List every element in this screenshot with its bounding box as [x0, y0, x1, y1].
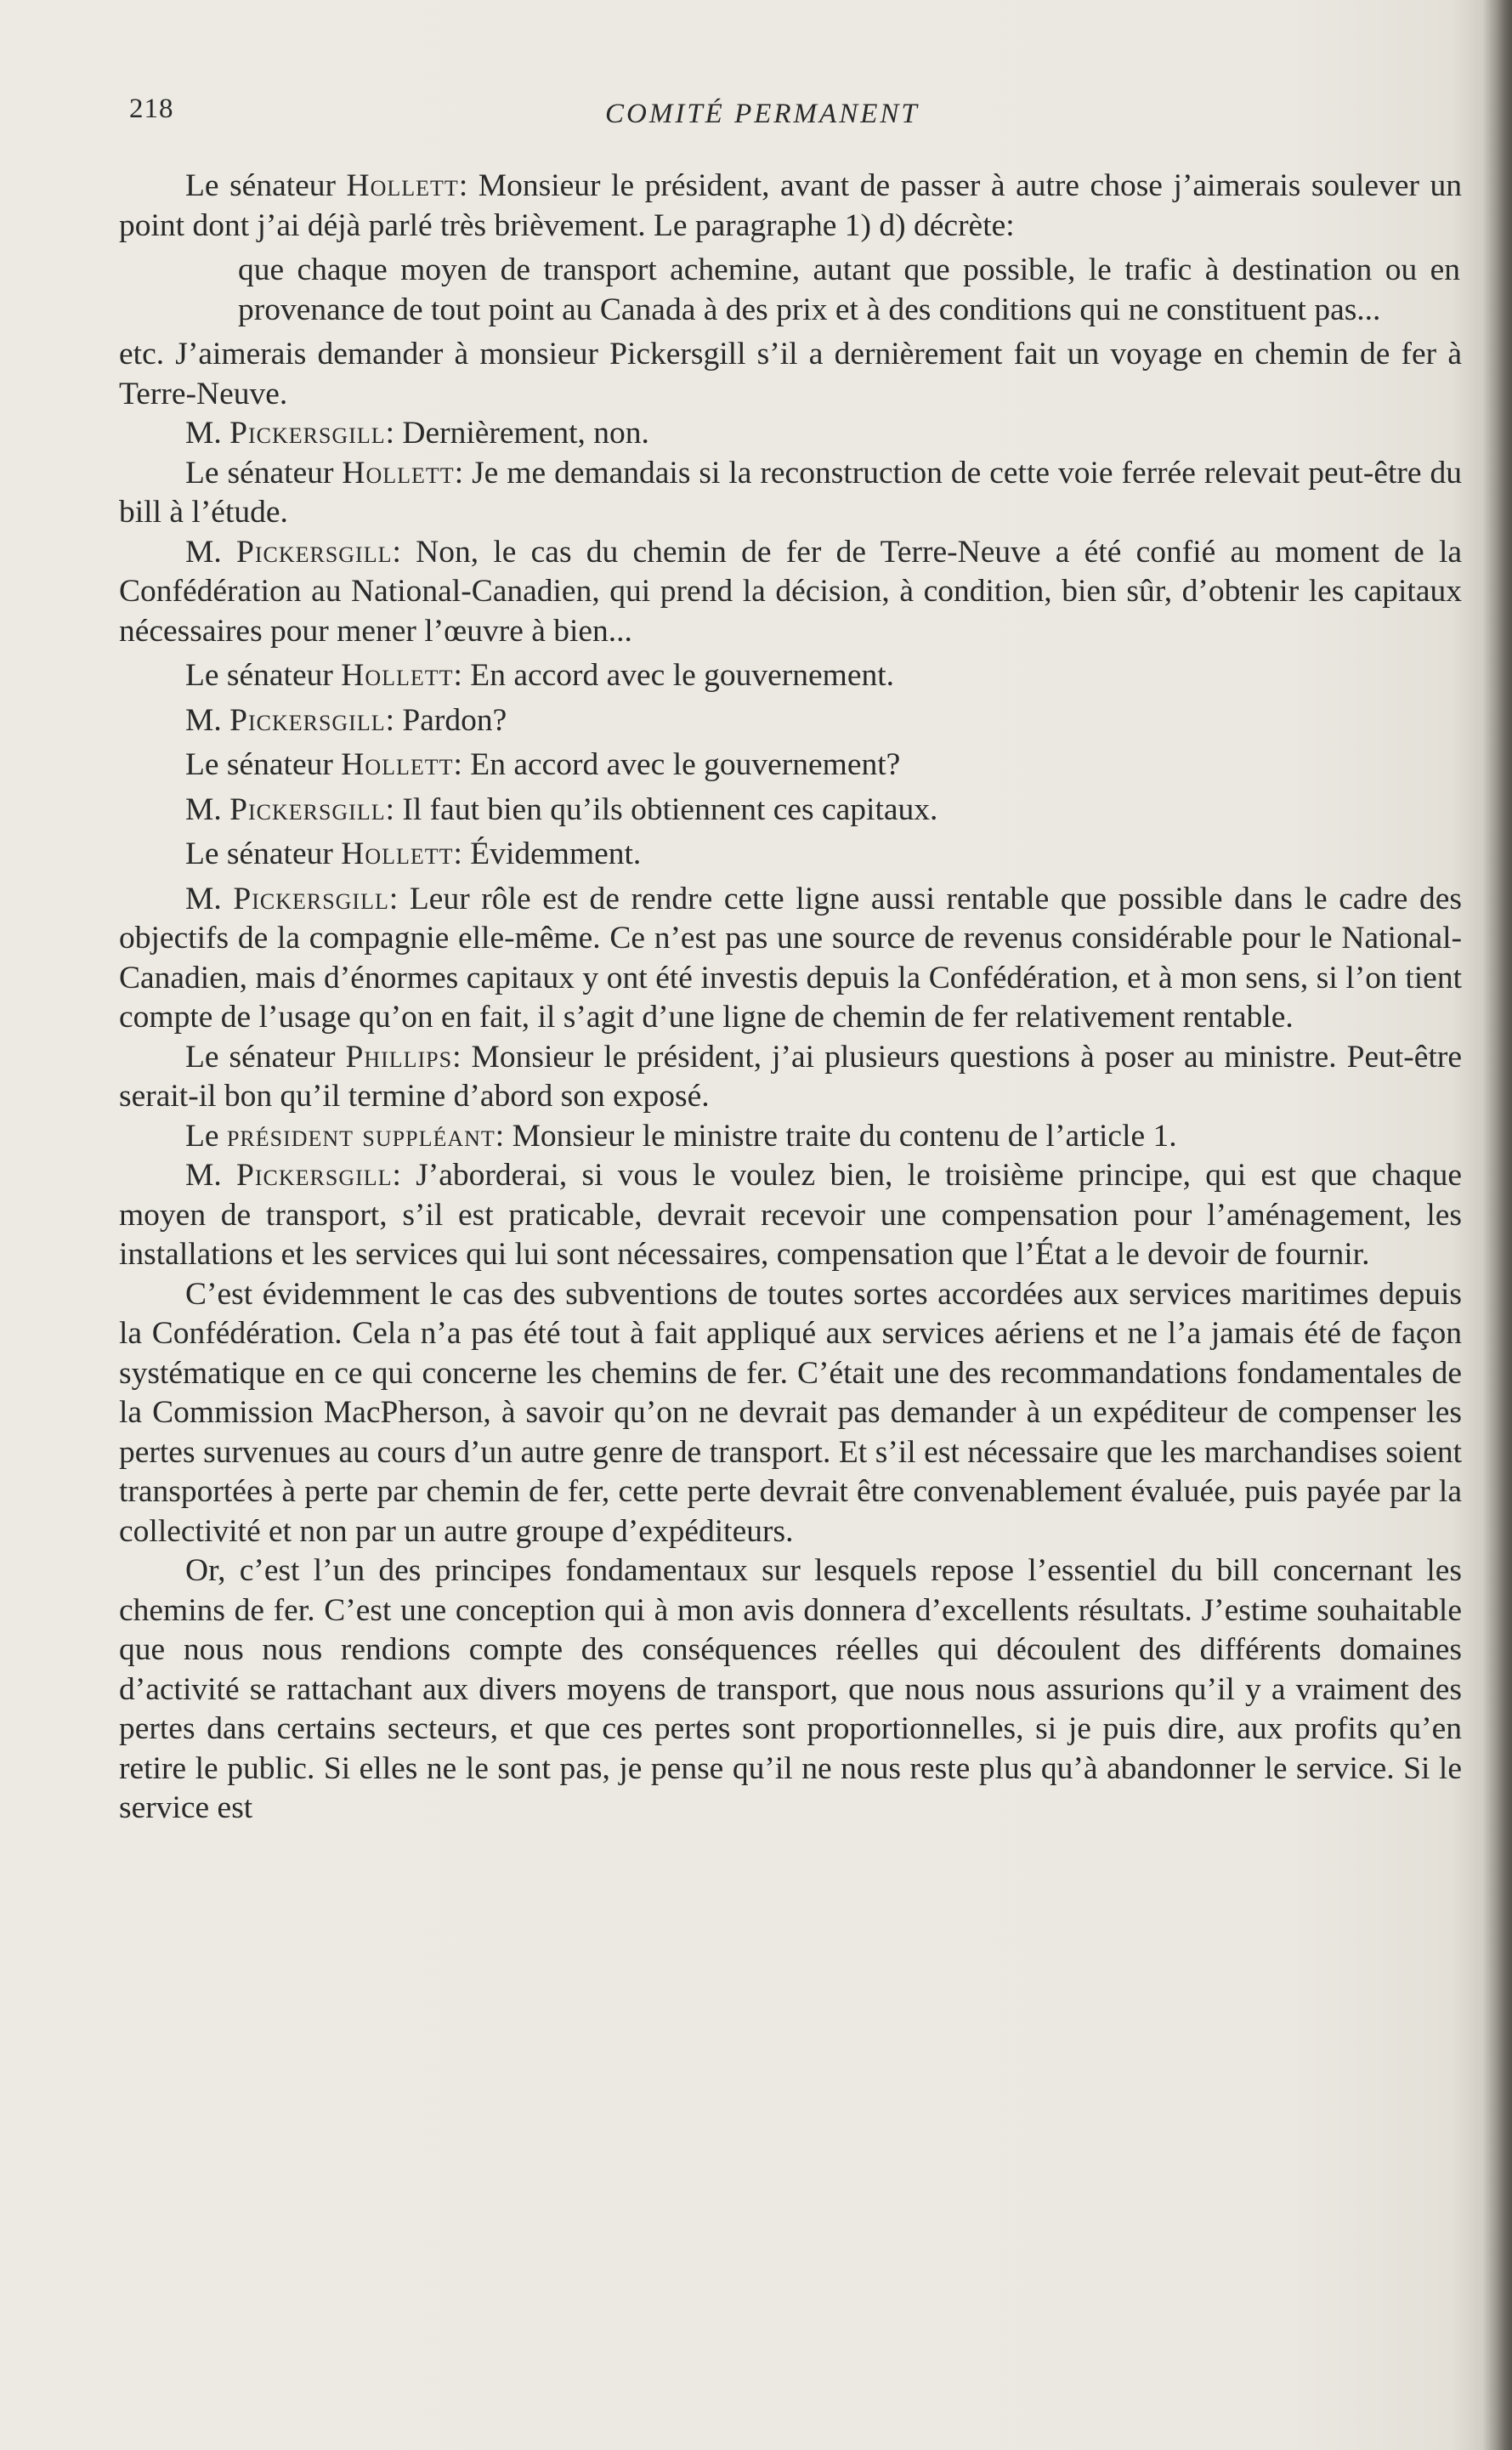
paragraph [119, 1038, 1462, 1117]
book-binding-edge [1483, 0, 1512, 2450]
paragraph [119, 656, 1462, 696]
speaker-prefix: Le sénateur [185, 658, 342, 693]
speaker-name: Pickersgill [229, 791, 386, 827]
paragraph [119, 1551, 1462, 1829]
speaker-prefix: M. [185, 702, 230, 738]
paragraph [119, 1275, 1462, 1552]
paragraph-text: : Non, le cas du chemin de fer de Terre-Neuve a été confié au moment de la Confédération au National-Canadien, qui prend la décision, à condition, bien sûr, d’obtenir les capitaux nécessaires pour mener l’œuvre à bien... [119, 534, 1463, 649]
speaker-prefix: Le sénateur [185, 455, 343, 491]
speaker-name: Pickersgill [233, 881, 389, 916]
speaker-prefix: M. [185, 1158, 236, 1193]
paragraph [119, 746, 1462, 785]
paragraph [119, 167, 1462, 246]
paragraph-text: : Pardon? [385, 702, 507, 738]
speaker-name: président suppléant [226, 1118, 496, 1154]
paragraph-text: : Je me demandais si la reconstruction de cette voie ferrée relevait peut-être du bill à l’étude. [119, 455, 1462, 530]
speaker-prefix: M. [185, 881, 234, 916]
paragraph [119, 880, 1462, 1038]
paragraph-text: Or, c’est l’un des principes fondamentaux sur lesquels repose l’essentiel du bill concernant les chemins de fer. C’est une conception qui à mon avis donnera d’excellents résultats. J’estime souhaitable que nous nous rendions compte des conséquences réelles qui découlent des différents domaines d’activité se rattachant aux divers moyens de transport, que nous nous assurions qu’il y a vraiment des pertes dans certains secteurs, et que ces pertes sont proportionnelles, si je puis dire, aux profits qu’en retire le public. Si elles ne le sont pas, je pense qu’il ne nous reste plus qu’à abandonner le service. Si le service est [119, 1553, 1462, 1825]
speaker-prefix: Le sénateur [185, 837, 342, 871]
paragraph-text: etc. J’aimerais demander à monsieur Pickersgill s’il a dernièrement fait un voyage en chemin de fer à Terre-Neuve. [119, 337, 1462, 411]
paragraph [119, 1156, 1462, 1275]
speaker-prefix: Le sénateur [185, 168, 347, 203]
paragraph [119, 835, 1462, 875]
paragraph-text: : Dernièrement, non. [385, 416, 649, 451]
speaker-name: Hollett [341, 747, 454, 782]
paragraph-text: : En accord avec le gouvernement? [453, 747, 901, 782]
speaker-name: Phillips [345, 1039, 453, 1075]
paragraph-text: : Monsieur le président, avant de passer à autre chose j’aimerais soulever un point dont j’ai déjà parlé très brièvement. Le paragraphe 1) d) décrète: [119, 168, 1462, 243]
paragraph-text: : En accord avec le gouvernement. [453, 658, 895, 693]
speaker-name: Hollett [341, 658, 454, 693]
paragraph-text: que chaque moyen de transport achemine, autant que possible, le trafic à destination ou en provenance de tout point au Canada à des prix et à des conditions qui ne constituent pas... [238, 252, 1460, 327]
paragraph-text: : Monsieur le ministre traite du contenu de l’article 1. [495, 1118, 1177, 1154]
speaker-prefix: M. [185, 416, 230, 451]
speaker-name: Pickersgill [235, 534, 393, 570]
speaker-name: Hollett [346, 168, 459, 203]
speaker-name: Pickersgill [229, 702, 386, 738]
speaker-prefix: Le [185, 1118, 227, 1154]
speaker-prefix: M. [185, 534, 236, 570]
paragraph [119, 414, 1462, 454]
paragraph-text: : Leur rôle est de rendre cette ligne aussi rentable que possible dans le cadre des objectifs de la compagnie elle-même. Ce n’est pas une source de revenus considérable pour le National-Canadien, mais d’énormes capitaux y ont été investis depuis la Confédération, et à mon sens, si l’on tient compte de l’usage qu’on en fait, il s’agit d’une ligne de chemin de fer relativement rentable. [119, 881, 1463, 1035]
transcript-body [119, 167, 1462, 1829]
speaker-prefix: M. [185, 791, 230, 827]
speaker-name: Pickersgill [236, 1158, 393, 1193]
paragraph [119, 454, 1462, 533]
quoted-clause [238, 251, 1462, 330]
page-number: 218 [129, 94, 174, 124]
page-header [129, 88, 1455, 139]
paragraph-text: : J’aborderai, si vous le voulez bien, le troisième principe, qui est que chaque moyen de transport, s’il est praticable, devrait recevoir une compensation pour l’aménagement, les installations et les services qui lui sont nécessaires, compensation que l’État a le devoir de fournir. [119, 1158, 1463, 1272]
paragraph-text: : Il faut bien qu’ils obtiennent ces capitaux. [385, 791, 938, 827]
paragraph [119, 533, 1462, 652]
paragraph [119, 335, 1462, 414]
running-head: COMITÉ PERMANENT [605, 99, 920, 129]
speaker-prefix: Le sénateur [185, 1039, 346, 1075]
speaker-name: Pickersgill [229, 416, 386, 451]
speaker-name: Hollett [341, 837, 454, 871]
speaker-name: Hollett [342, 455, 455, 491]
speaker-prefix: Le sénateur [185, 747, 342, 782]
paragraph [119, 791, 1462, 831]
paragraph [119, 701, 1462, 741]
paragraph-text: : Monsieur le président, j’ai plusieurs questions à poser au ministre. Peut-être serait-il bon qu’il termine d’abord son exposé. [119, 1039, 1462, 1114]
paragraph-text: C’est évidemment le cas des subventions de toutes sortes accordées aux services maritimes depuis la Confédération. Cela n’a pas été tout à fait appliqué aux services aériens et ne l’a jamais été de façon systématique en ce qui concerne les chemins de fer. C’était une des recommandations fondamentales de la Commission MacPherson, à savoir qu’on ne devrait pas demander à un expéditeur de compenser les pertes survenues au cours d’un autre genre de transport. Et s’il est nécessaire que les marchandises soient transportées à perte par chemin de fer, cette perte devrait être convenablement évaluée, puis payée par la collectivité et non par un autre groupe d’expéditeurs. [119, 1276, 1462, 1549]
paragraph-text: : Évidemment. [453, 837, 642, 871]
paragraph [119, 1117, 1462, 1157]
